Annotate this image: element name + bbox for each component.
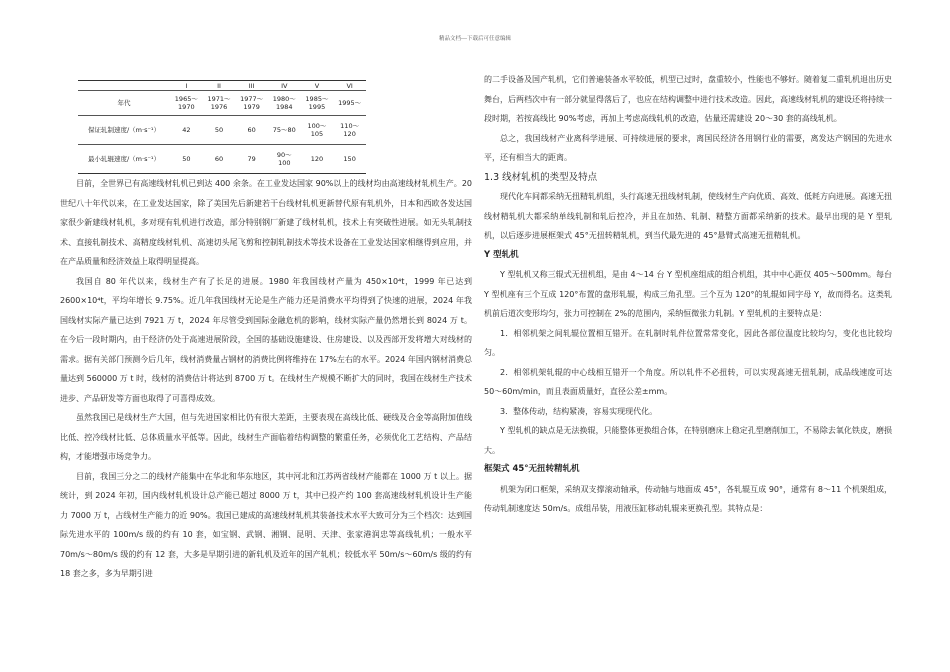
subsection-heading: Y 型轧机 [484, 249, 519, 260]
body-paragraph: Y 型轧机又称三辊式无扭机组，是由 4～14 台 Y 型机座组成的组合机组，其中中心距仅 405～500mm。每台 Y 型机座有三个互成 120°布置的盘形轧辊，构成三角孔型。三个互为 120°的轧辊如同字母 Y，故而得名。这类轧机前后道次变形均匀，张力可控制在 2%的范围内，采纳恒微张力轧制。Y 型轧机的主要特点是： [484, 270, 892, 318]
table-cell: 100～ 105 [301, 116, 334, 145]
table-row [78, 81, 366, 91]
subsection-heading: 框架式 45°无扭转精轧机 [484, 464, 580, 474]
body-paragraph: 虽然我国已是线材生产大国，但与先进国家相比仍有很大差距，主要表现在高线比低、硬线及合金等高附加值线比低、控冷线材比低、总体质量水平低等。因此，线材生产面临着结构调整的繁重任务，必须优化工艺结构、产品结构，才能增强市场竞争力。 [60, 413, 472, 461]
table-cell: 75～80 [268, 116, 301, 145]
table-cell: 50 [203, 116, 236, 145]
right-column [484, 70, 892, 519]
table-cell: 120 [310, 155, 324, 163]
table-cell: 90～ 100 [276, 151, 292, 167]
table-cell: 60 [235, 116, 268, 145]
page-header: 精品文档---下载后可任意编辑 [439, 36, 511, 42]
row-label: 最小轧辊速度/（m·s⁻¹） [87, 155, 160, 163]
body-paragraph: Y 型轧机的缺点是无法换辊，只能整体更换组合体，在特别磨床上稳定孔型磨削加工，不易除去氧化铁皮，磨损大。 [484, 426, 892, 455]
table-cell: 110～ 120 [333, 116, 366, 145]
left-column [60, 174, 472, 584]
rolling-speed-table [78, 80, 366, 174]
table-cell: 150 [343, 155, 356, 163]
table-cell: 1980～ 1984 [268, 91, 301, 116]
table-cell: IV [268, 81, 301, 91]
row-label: 年代 [78, 91, 170, 116]
table-row [78, 91, 366, 116]
table-cell: V [301, 81, 334, 91]
table-cell: 60 [214, 155, 224, 163]
table-row [78, 145, 366, 174]
list-item: 3．整体传动，结构紧凑，容易实现现代化。 [500, 406, 658, 416]
table-cell: II [203, 81, 236, 91]
table-cell: I [170, 81, 203, 91]
table-cell: 1965～ 1970 [170, 91, 203, 116]
body-paragraph: 我国自 80 年代以来，线材生产有了长足的进展。1980 年我国线材产量为 450×10⁴t，1999 年已达到 2600×10⁴t，平均年增长 9.75%。近几年我国线材无论是生产能力还是消费水平均得到了快速的进展，2024 年我国线材实际产量已达到 7921 万 t，2024 年尽管受到国际金融危机的影响，线材实际产量仍然增长到 8024 万 t。在今后一段时期内，由于经济仍处于高速进展阶段，全国的基础设施建设、住房建设、以及西部开发将增大对线材的需求。据有关部门预测今后几年，线材消费量占钢材的消费比例将维持在 17%左右的水平。2024 年国内钢材消费总量达到 560000 万 t 时，线材的消费估计将达到 8700 万 t。在线材生产规模不断扩大的同时，我国在线材生产技术进步、产品研发等方面也取得了可喜得成效。 [60, 276, 472, 403]
table-cell: 42 [170, 116, 203, 145]
table-cell: III [235, 81, 268, 91]
section-heading: 1.3 线材轧机的类型及特点 [484, 171, 598, 183]
table-cell: 1971～ 1976 [203, 91, 236, 116]
table-cell: 1977～ 1979 [235, 91, 268, 116]
row-label: 保证轧制速度/（m·s⁻¹） [78, 116, 170, 145]
table-cell: 79 [247, 155, 256, 163]
table-cell: VI [333, 81, 366, 91]
list-item: 2．相邻机架轧辊的中心线相互错开一个角度。所以轧件不必扭转，可以实现高速无扭轧制，成品线速度可达 50～60m/min，而且表面质量好，直径公差±mm。 [484, 367, 892, 396]
body-paragraph: 总之，我国线材产业离科学进展、可持续进展的要求，离国民经济各用钢行业的需要，离发达产钢国的先进水平，还有相当大的距离。 [484, 133, 892, 162]
table-cell: 50 [182, 155, 191, 163]
body-paragraph: 的二手设备及国产轧机，它们普遍装备水平较低，机型已过时，盘重较小，性能也不够好。随着复二重轧机退出历史舞台，后两档次中有一部分就显得落后了，也应在结构调整中进行技术改造。因此，高速线材轧机的建设还将持续一段时期，若按高线比 90%考虑，再加上考虑高线轧机的改造，估量还需建设 20～30 套的高线轧机。 [484, 75, 892, 123]
body-paragraph: 目前，全世界已有高速线材轧机已到达 400 余条。在工业发达国家 90%以上的线材均由高速线材轧机生产。20 世纪八十年代以来，在工业发达国家，除了美国先后新建若干台线材轧机更新替代原有轧机外，日本和西欧各发达国家很少新建线材轧机，多对现有轧机进行改造，部分特别钢厂新建了线材轧机，技术上有突破性进展。如无头轧制技术、直接轧制技术、高精度线材轧机、高速切头尾飞剪和控制轧制技术等技术设备在工业发达国家相继得到应用，并在产品质量和经济效益上取得明显提高。 [60, 179, 472, 266]
body-paragraph: 现代化车间都采纳无扭精轧机组，头行高速无扭线材轧制，使线材生产向优质、高效、低耗方向进展。高速无扭线材精轧机大都采纳单线轧制和轧后控冷，并且在加热、轧制、精整方面都采纳新的技术。最早出现的是 Y 型轧机，以后逐步进展框架式 45°无扭转精轧机，到当代最先进的 45°悬臂式高速无扭精轧机。 [484, 192, 892, 240]
table-row [78, 116, 366, 145]
table-cell: 1985～ 1995 [301, 91, 334, 116]
list-item: 1．相邻机架之间轧辊位置相互错开。在轧制时轧件位置常常变化，因此各部位温度比较均匀，变化也比较均匀。 [484, 328, 892, 357]
body-paragraph: 机架为闭口框架，采纳双支撑滚动轴承，传动轴与地面成 45°，各轧辊互成 90°，通常有 8～11 个机架组成，传动轧制速度达 50m/s。成组吊装，用液压缸移动轧辊来更换孔型。其特点是： [484, 484, 892, 513]
table-cell: 1995～ [333, 91, 366, 116]
body-paragraph: 目前，我国三分之二的线材产能集中在华北和华东地区，其中河北和江苏两省线材产能都在 1000 万 t 以上。据统计，到 2024 年初，国内线材轧机设计总产能已超过 8000 万 t，其中已投产约 100 套高速线材轧机设计生产能力 7000 万 t，占线材生产能力的近 90%。我国已建成的高速线材轧机其装备技术水平大致可分为三个档次：达到国际先进水平的 100m/s 级的约有 10 套，如宝钢、武钢、湘钢、昆明、天津、张家港润忠等高线轧机；一般水平 70m/s～80m/s 级的约有 12 套，大多是早期引进的新轧机及近年的国产轧机；较低水平 50m/s～60m/s 级的约有 18 套之多，多为早期引进 [60, 471, 472, 578]
